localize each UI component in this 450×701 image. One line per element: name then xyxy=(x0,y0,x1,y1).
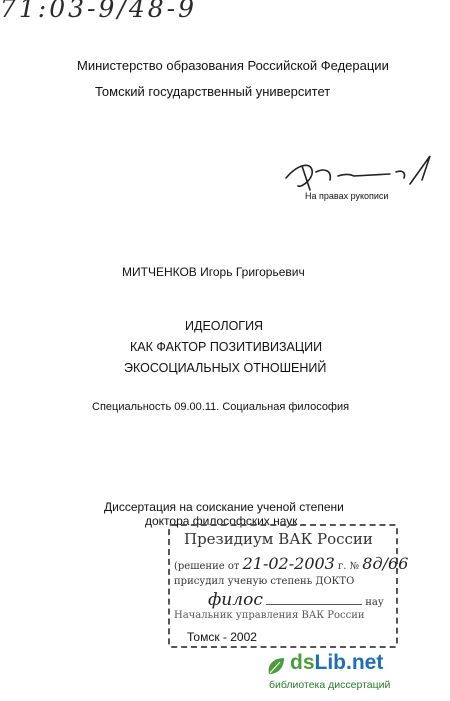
dissertation-line-1: Диссертация на соискание ученой степени xyxy=(104,500,344,514)
stamp-field-underline xyxy=(266,604,362,605)
stamp-decision-line xyxy=(174,554,408,573)
stamp-decision-prefix: (решение от xyxy=(174,561,240,572)
title-line-1: ИДЕОЛОГИЯ xyxy=(185,319,264,333)
stamp-field-suffix: нау xyxy=(365,597,384,608)
brand-net: .net xyxy=(346,651,384,674)
ministry-line: Министерство образования Российской Федерации xyxy=(77,58,389,73)
author-name: МИТЧЕНКОВ Игорь Григорьевич xyxy=(122,265,305,279)
leaf-icon xyxy=(265,655,287,677)
stamp-field-line xyxy=(208,590,384,610)
stamp-field: филос xyxy=(208,590,263,610)
dslib-watermark xyxy=(265,653,445,695)
specialty-line: Специальность 09.00.11. Социальная философия xyxy=(92,401,350,413)
stamp-heading: Президиум ВАК России xyxy=(184,530,373,548)
dissertation-line-2: доктора философских наук xyxy=(145,514,298,528)
stamp-decision-no: 8д/66 xyxy=(362,554,409,573)
brand-ds: ds xyxy=(290,651,315,674)
stamp-decision-no-label: г. № xyxy=(338,561,360,572)
university-line: Томский государственный университет xyxy=(95,84,331,99)
title-line-2: КАК ФАКТОР ПОЗИТИВИЗАЦИИ xyxy=(130,340,323,354)
archive-number: 71:03-9/48-9 xyxy=(0,0,197,23)
rights-note: На правах рукописи xyxy=(305,191,389,201)
dslib-tagline: библиотека диссертаций xyxy=(269,679,391,691)
dslib-brand xyxy=(290,651,383,675)
stamp-decision-date: 21-02-2003 xyxy=(242,554,335,573)
stamp-degree-line: присудил ученую степень ДОКТО xyxy=(174,576,355,587)
place-year: Томск - 2002 xyxy=(187,630,257,644)
stamp-head-line: Начальник управления ВАК России xyxy=(174,610,365,621)
title-line-3: ЭКОСОЦИАЛЬНЫХ ОТНОШЕНИЙ xyxy=(124,361,327,375)
brand-lib: Lib xyxy=(314,651,347,674)
